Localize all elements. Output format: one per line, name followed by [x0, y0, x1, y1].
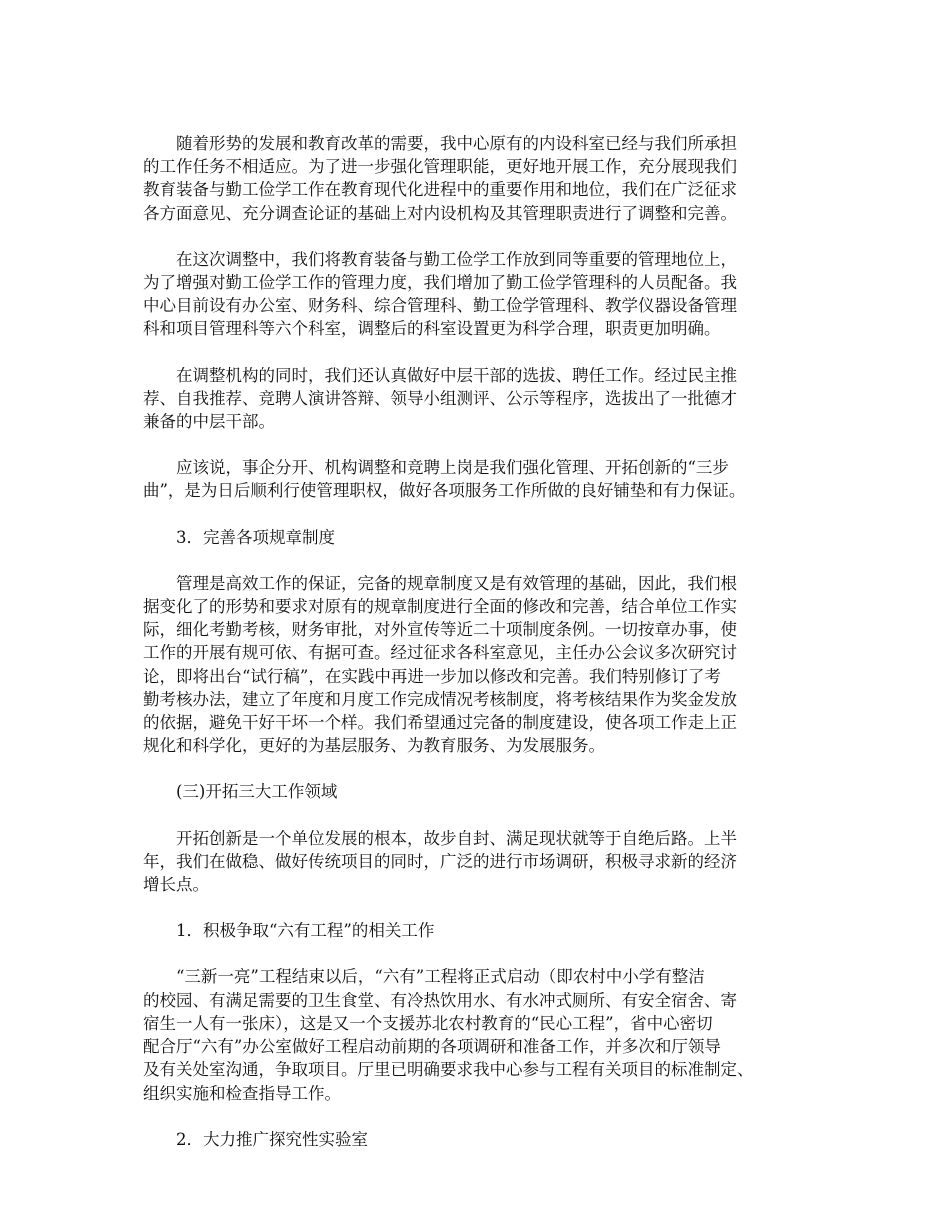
body-paragraph: [143, 572, 819, 758]
section-heading: [143, 780, 819, 803]
body-paragraph: [143, 965, 819, 1104]
text-line: 为了增强对勤工俭学工作的管理力度，我们增加了勤工俭学管理科的人员配备。我: [143, 273, 737, 293]
text-line: 曲”，是为日后顺利行使管理职权，做好各项服务工作所做的良好铺垫和有力保证。: [143, 481, 746, 501]
text-line: 际，细化考勤考核，财务审批，对外宣传等近二十项制度条例。一切按章办事，使: [143, 620, 737, 640]
document-body: [143, 132, 819, 1174]
text-line: 应该说，事企分开、机构调整和竞聘上岗是我们强化管理、开拓创新的“三步: [176, 458, 729, 478]
text-line: 据变化了的形势和要求对原有的规章制度进行全面的修改和完善，结合单位工作实: [143, 597, 737, 617]
text-line: 随着形势的发展和教育改革的需要，我中心原有的内设科室已经与我们所承担: [176, 134, 737, 153]
text-line: 各方面意见、充分调查论证的基础上对内设机构及其管理职责进行了调整和完善。: [143, 203, 737, 223]
text-line: 科和项目管理科等六个科室，调整后的科室设置更为科学合理，职责更加明确。: [143, 319, 721, 339]
section-heading: [143, 526, 819, 549]
body-paragraph: [143, 456, 819, 502]
text-line: 管理是高效工作的保证，完备的规章制度又是有效管理的基础，因此，我们根: [176, 573, 737, 593]
text-line: 教育装备与勤工俭学工作在教育现代化进程中的重要作用和地位，我们在广泛征求: [143, 180, 737, 200]
text-line: 兼备的中层干部。: [143, 412, 275, 432]
text-line: 组织实施和检查指导工作。: [143, 1083, 341, 1103]
text-line: 宿生一人有一张床），这是又一个支援苏北农村教育的“民心工程”，省中心密切: [143, 1013, 713, 1033]
body-paragraph: [143, 364, 819, 434]
text-line: 年，我们在做稳、做好传统项目的同时，广泛的进行市场调研，积极寻求新的经济: [143, 851, 737, 871]
text-line: 的校园、有满足需要的卫生食堂、有冷热饮用水、有水冲式厕所、有安全宿舍、寄: [143, 990, 737, 1010]
text-line: 2．大力推广探究性实验室: [176, 1129, 368, 1149]
text-line: 的依据，避免干好干坏一个样。我们希望通过完备的制度建设，使各项工作走上正: [143, 713, 737, 733]
text-line: 规化和科学化，更好的为基层服务、为教育服务、为发展服务。: [143, 736, 605, 756]
body-paragraph: [143, 132, 819, 225]
body-paragraph: [143, 248, 819, 341]
body-paragraph: [143, 827, 819, 897]
text-line: 1．积极争取“六有工程”的相关工作: [176, 921, 435, 941]
text-line: 勤考核办法，建立了年度和月度工作完成情况考核制度，将考核结果作为奖金发放: [143, 689, 737, 709]
text-line: 工作的开展有规可依、有据可查。经过征求各科室意见，主任办公会议多次研究讨: [143, 643, 737, 663]
section-heading: [143, 1128, 819, 1151]
text-line: 的工作任务不相适应。为了进一步强化管理职能，更好地开展工作，充分展现我们: [143, 157, 737, 177]
text-line: 增长点。: [143, 875, 209, 895]
section-heading: [143, 919, 819, 942]
text-line: 在这次调整中，我们将教育装备与勤工俭学工作放到同等重要的管理地位上，: [176, 249, 737, 269]
text-line: “三新一亮”工程结束以后，“六有”工程将正式启动（即农村中小学有整洁: [176, 967, 705, 987]
text-line: 3．完善各项规章制度: [176, 527, 335, 547]
text-line: 中心目前设有办公室、财务科、综合管理科、勤工俭学管理科、教学仪器设备管理: [143, 296, 737, 316]
text-line: 在调整机构的同时，我们还认真做好中层干部的选拔、聘任工作。经过民主推: [176, 365, 737, 385]
text-line: 及有关处室沟通，争取项目。厅里已明确要求我中心参与工程有关项目的标准制定、: [143, 1060, 754, 1080]
text-line: (三)开拓三大工作领域: [176, 782, 338, 802]
text-line: 配合厅“六有”办公室做好工程启动前期的各项调研和准备工作，并多次和厅领导: [143, 1037, 721, 1057]
text-line: 论，即将出台“试行稿”，在实践中再进一步加以修改和完善。我们特别修订了考: [143, 666, 721, 686]
text-line: 开拓创新是一个单位发展的根本，故步自封、满足现状就等于自绝后路。上半: [176, 828, 737, 848]
text-line: 荐、自我推荐、竞聘人演讲答辩、领导小组测评、公示等程序，选拔出了一批德才: [143, 388, 737, 408]
